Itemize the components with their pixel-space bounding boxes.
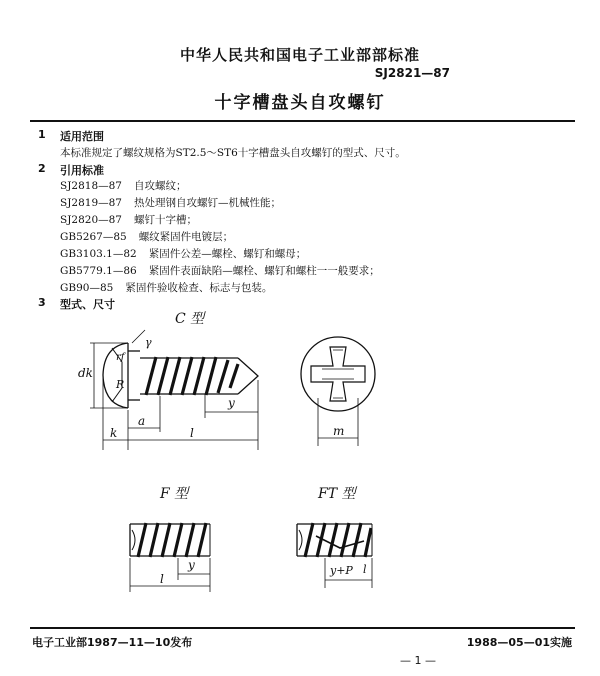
dim-y: y — [228, 396, 235, 410]
ref-item: SJ2820—87 螺钉十字槽； — [60, 214, 197, 226]
page-number: — 1 — — [400, 654, 436, 667]
dim-k: k — [110, 426, 118, 440]
ref-item: GB5267—85 螺纹紧固件电镀层； — [60, 231, 234, 243]
section-number: 1 — [38, 128, 46, 141]
dim-r: R — [116, 378, 125, 391]
section-title: 型式、尺寸 — [60, 298, 115, 311]
dim-rf: rf — [116, 352, 125, 363]
section-number: 2 — [38, 162, 46, 175]
ft-type-view — [297, 523, 372, 588]
page-title: 十字槽盘头自攻螺钉 — [214, 93, 386, 113]
dim-l: l — [190, 426, 194, 440]
dim-dk: dk — [78, 366, 93, 380]
section-title: 适用范围 — [60, 130, 104, 143]
dim-gamma: γ — [145, 336, 152, 349]
type-c-label: C 型 — [175, 311, 205, 327]
ref-item: GB3103.1—82 紧固件公差—螺栓、螺钉和螺母； — [60, 248, 307, 260]
dim-l-f: l — [160, 572, 164, 586]
dim-a: a — [138, 414, 146, 428]
type-f-label: F 型 — [160, 486, 189, 502]
section-title: 引用标准 — [60, 164, 104, 177]
type-ft-label: FT 型 — [318, 486, 356, 502]
f-type-view — [130, 523, 210, 592]
section-number: 3 — [38, 296, 46, 309]
standard-code: SJ2821—87 — [374, 66, 450, 80]
issue-date: 电子工业部1987—11—10发布 — [32, 636, 193, 649]
dim-yp: y+P — [330, 564, 353, 577]
ref-item: SJ2819—87 热处理钢自攻螺钉—机械性能； — [60, 197, 281, 209]
dim-l-ft: l — [363, 563, 367, 576]
ref-item: GB90—85 紧固件验收检查、标志与包装。 — [60, 282, 273, 294]
ref-item: SJ2818—87 自攻螺纹； — [60, 180, 187, 192]
effective-date: 1988—05—01实施 — [466, 636, 572, 649]
dim-y-f: y — [188, 558, 195, 572]
ref-item: GB5779.1—86 紧固件表面缺陷—螺栓、螺钉和螺柱一一般要求； — [60, 265, 380, 277]
scope-text: 本标准规定了螺纹规格为ST2.5～ST6十字槽盘头自攻螺钉的型式、尺寸。 — [60, 147, 406, 159]
standard-body-title: 中华人民共和国电子工业部部标准 — [179, 46, 420, 64]
dim-m: m — [333, 424, 345, 438]
